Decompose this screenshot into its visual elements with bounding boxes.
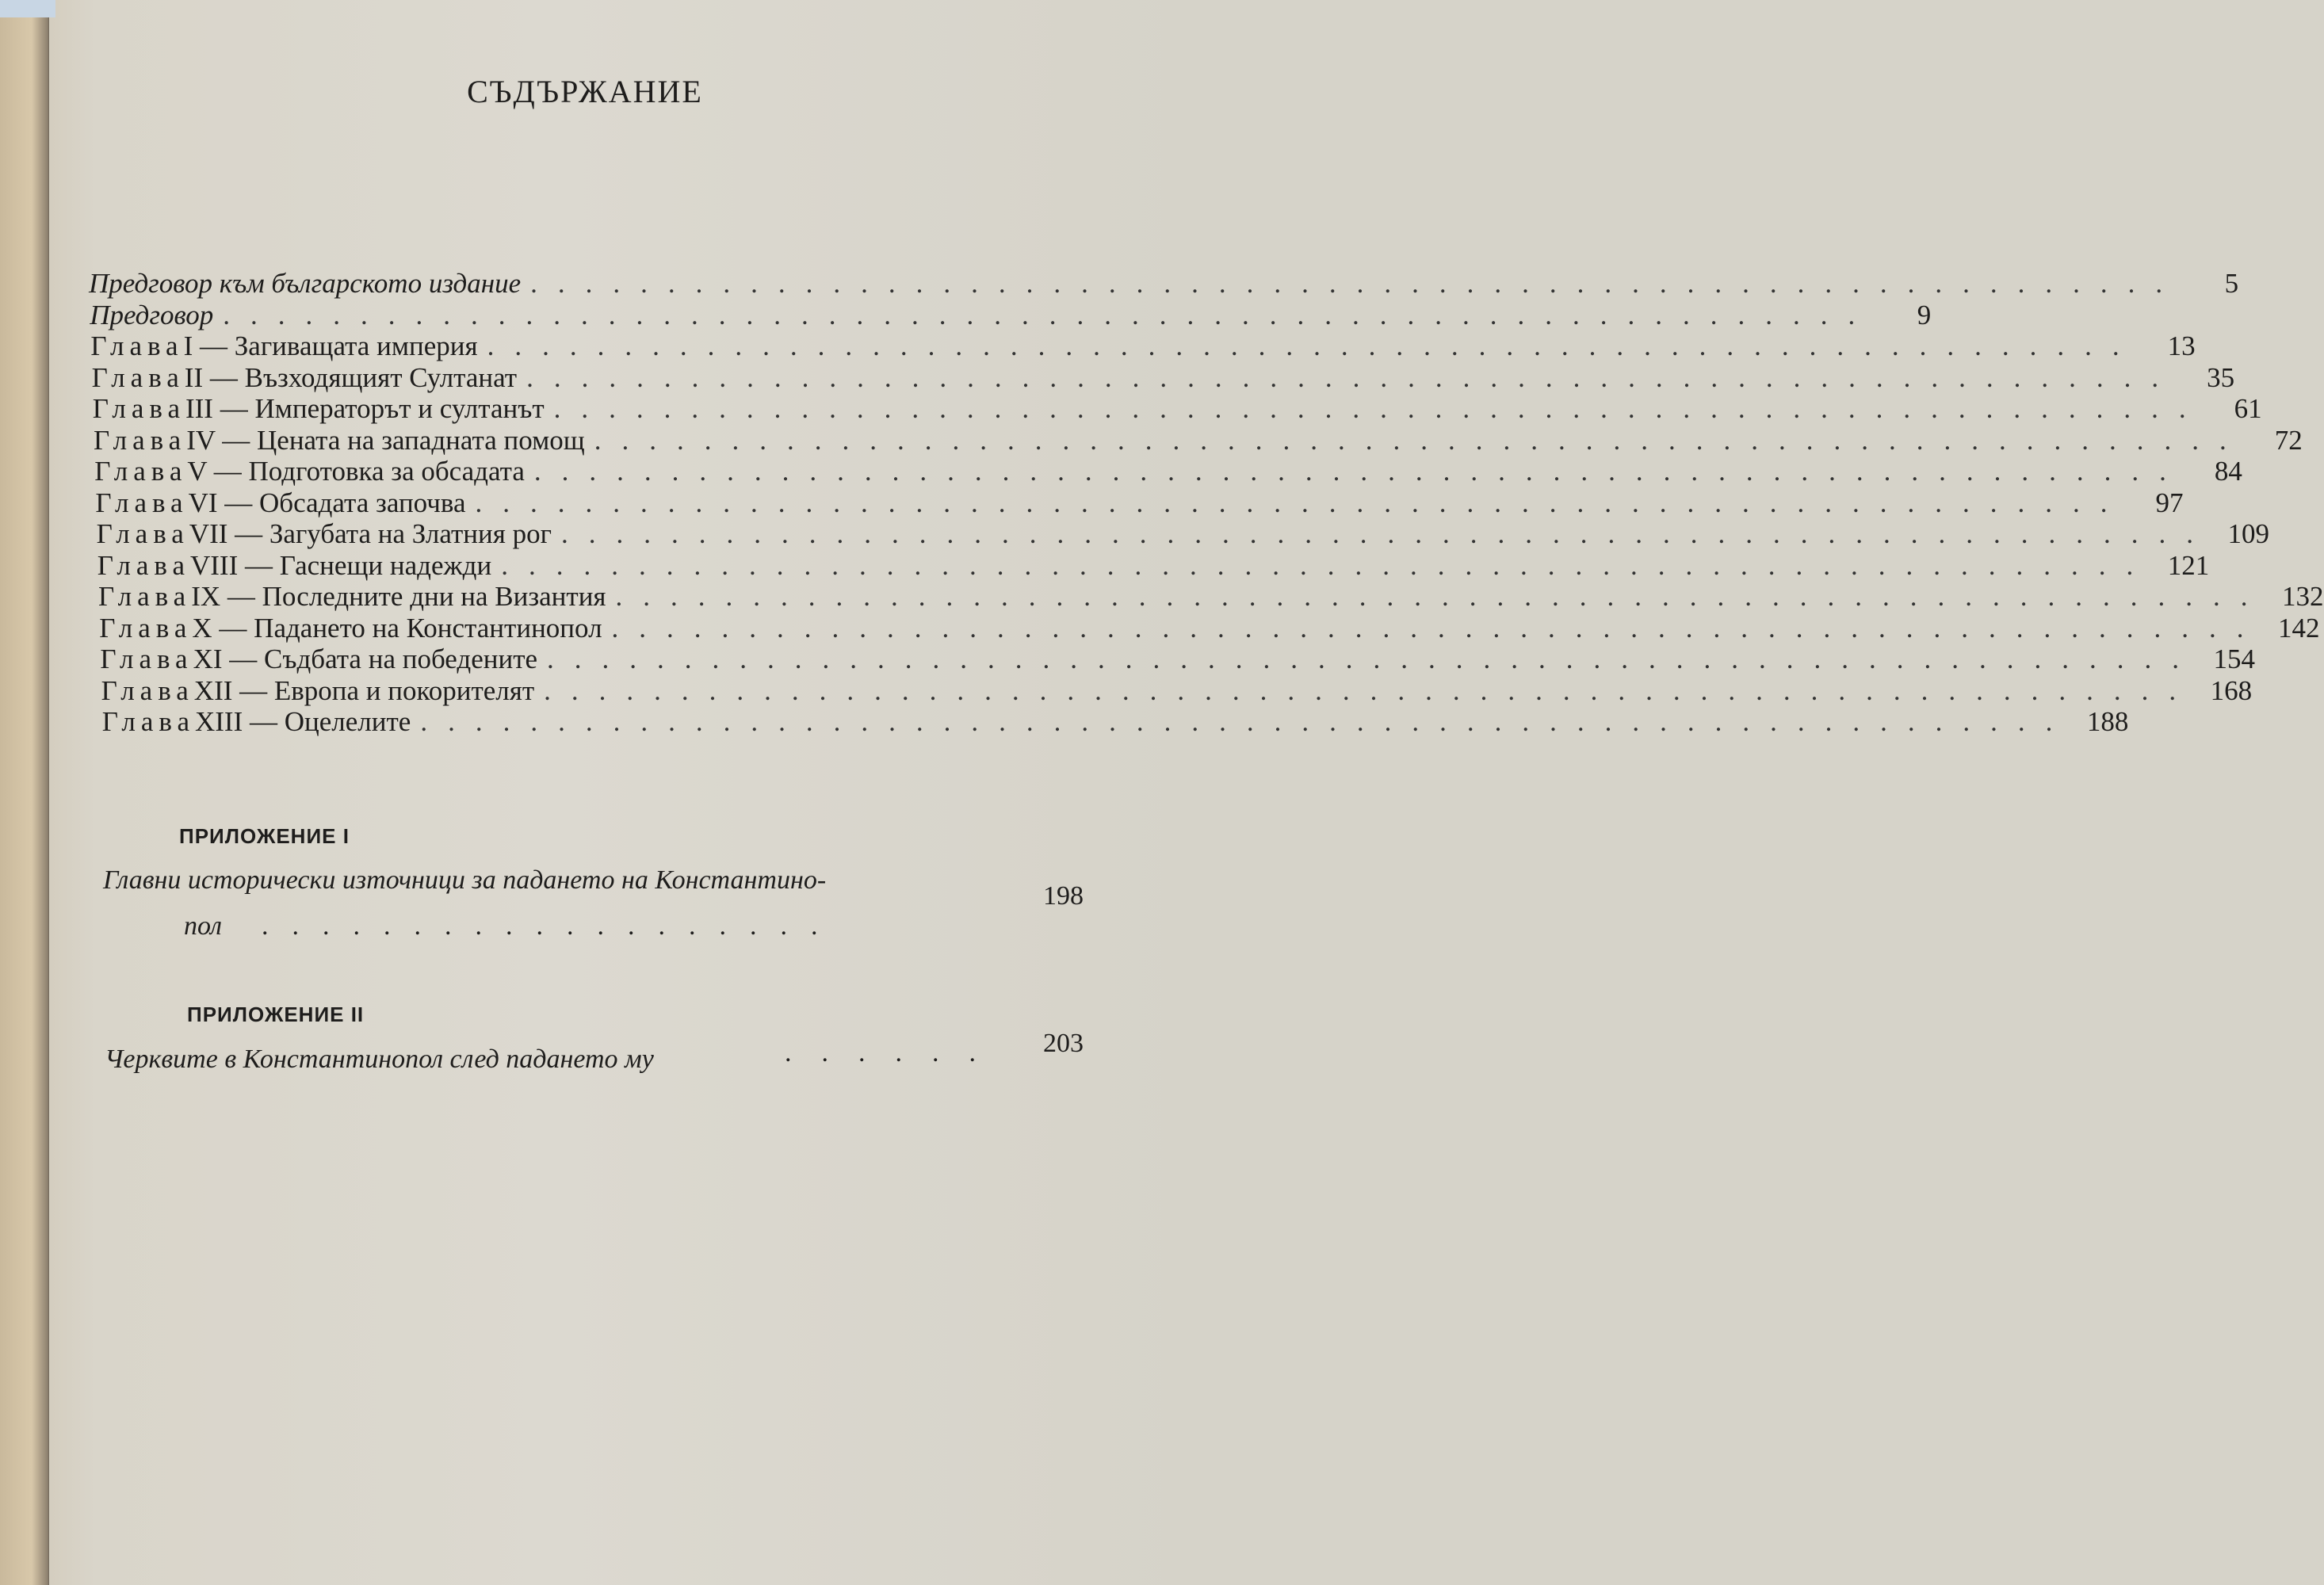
appendix-1-leader-dots: ................... — [262, 911, 842, 941]
background-corner — [0, 0, 55, 17]
leader-dots: ............................................................ — [501, 549, 2154, 581]
page-number: 5 — [2224, 268, 2239, 299]
toc-entry — [89, 581, 2324, 613]
entry-title: XII — Европа и покорителят — [193, 674, 535, 706]
toc-entry — [89, 549, 2210, 582]
table-of-contents — [89, 268, 2324, 738]
entry-title: VI — Обсадата започва — [188, 487, 466, 518]
page-number: 154 — [2213, 644, 2256, 674]
leader-dots: ............................................................ — [487, 330, 2140, 361]
page-number: 109 — [2227, 518, 2269, 549]
toc-entry — [89, 518, 2269, 550]
entry-title: I — Загиващата империя — [183, 330, 478, 361]
leader-dots: ............................................................ — [553, 393, 2207, 424]
toc-entry — [89, 644, 2256, 675]
chapter-prefix: Глава — [99, 612, 193, 644]
chapter-prefix: Глава — [98, 581, 192, 612]
appendix-1-page: 198 — [1043, 881, 1084, 911]
chapter-prefix: Глава — [96, 518, 189, 549]
page-number: 35 — [2207, 361, 2235, 393]
leader-dots: ............................................................ — [526, 361, 2180, 393]
chapter-prefix: Глава — [95, 487, 189, 518]
leader-dots: ............................................................ — [544, 674, 2197, 706]
leader-dots: ............................................................ — [223, 299, 1876, 330]
entry-title: V — Подготовка за обсадата — [187, 456, 525, 487]
entry-title: XIII — Оцелелите — [195, 706, 411, 737]
toc-entry — [89, 424, 2303, 456]
chapter-prefix: Глава — [100, 644, 193, 674]
toc-entry — [89, 268, 2239, 300]
page-number: 84 — [2214, 456, 2242, 487]
leader-dots: ............................................................ — [611, 612, 2265, 644]
entry-title: IV — Цената на западната помощ — [186, 424, 585, 456]
entry-title: VII — Загубата на Златния рог — [189, 518, 552, 549]
toc-entry — [89, 612, 2320, 644]
toc-entry — [89, 674, 2253, 707]
toc-entry — [89, 456, 2242, 487]
appendix-1-entry-line2: пол — [184, 911, 222, 941]
chapter-prefix: Глава — [94, 456, 188, 487]
toc-entry — [89, 706, 2129, 738]
page-number: 142 — [2278, 612, 2320, 644]
chapter-prefix: Глава — [97, 549, 190, 581]
chapter-prefix: Глава — [90, 330, 184, 361]
entry-title: XI — Съдбата на победените — [193, 644, 538, 674]
entry-title: Предговор — [90, 299, 214, 330]
page-number: 168 — [2210, 674, 2253, 706]
entry-title: IX — Последните дни на Византия — [191, 581, 606, 612]
appendix-2-page: 203 — [1043, 1029, 1084, 1058]
page-number: 188 — [2086, 706, 2129, 737]
toc-entry — [89, 361, 2235, 394]
page-title: СЪДЪРЖАНИЕ — [467, 74, 703, 109]
page-number: 9 — [1917, 299, 1932, 330]
appendix-2-entry: Черквите в Константинопол след падането му — [105, 1045, 654, 1074]
entry-title: X — Падането на Константинопол — [192, 612, 602, 644]
page-number: 97 — [2155, 487, 2184, 518]
chapter-prefix: Глава — [92, 393, 185, 424]
leader-dots: ............................................................ — [530, 268, 2184, 299]
toc-entry — [89, 330, 2196, 362]
entry-title: Предговор към българското издание — [89, 268, 522, 299]
leader-dots: ............................................................ — [547, 644, 2200, 674]
toc-entry — [89, 487, 2184, 519]
entry-title: III — Императорът и султанът — [185, 393, 545, 424]
leader-dots: ............................................................ — [533, 456, 2187, 487]
page-number: 13 — [2167, 330, 2196, 361]
appendix-2-heading: ПРИЛОЖЕНИЕ II — [187, 1003, 365, 1026]
appendix-1-heading: ПРИЛОЖЕНИЕ I — [179, 824, 350, 848]
chapter-prefix: Глава — [101, 706, 195, 737]
page-number: 61 — [2234, 393, 2262, 424]
chapter-prefix: Глава — [101, 674, 194, 706]
appendix-2-leader-dots: ...... — [785, 1038, 1006, 1067]
leader-dots: ............................................................ — [475, 487, 2128, 518]
entry-title: VIII — Гаснещи надежди — [190, 549, 492, 581]
leader-dots: ............................................................ — [594, 424, 2247, 456]
chapter-prefix: Глава — [91, 361, 185, 393]
leader-dots: ............................................................ — [615, 581, 2269, 612]
leader-dots: ............................................................ — [420, 706, 2074, 737]
chapter-prefix: Глава — [94, 424, 187, 456]
page-number: 72 — [2274, 424, 2303, 456]
toc-entry — [89, 393, 2262, 425]
toc-entry — [89, 299, 1932, 331]
appendix-1-entry-line1: Главни исторически източници за падането на Константино- — [103, 865, 827, 895]
facing-page-edge — [0, 0, 49, 1585]
page-number: 121 — [2167, 549, 2210, 581]
page-number: 132 — [2282, 581, 2324, 612]
entry-title: II — Възходящият Султанат — [184, 361, 518, 393]
leader-dots: ............................................................ — [560, 518, 2214, 549]
